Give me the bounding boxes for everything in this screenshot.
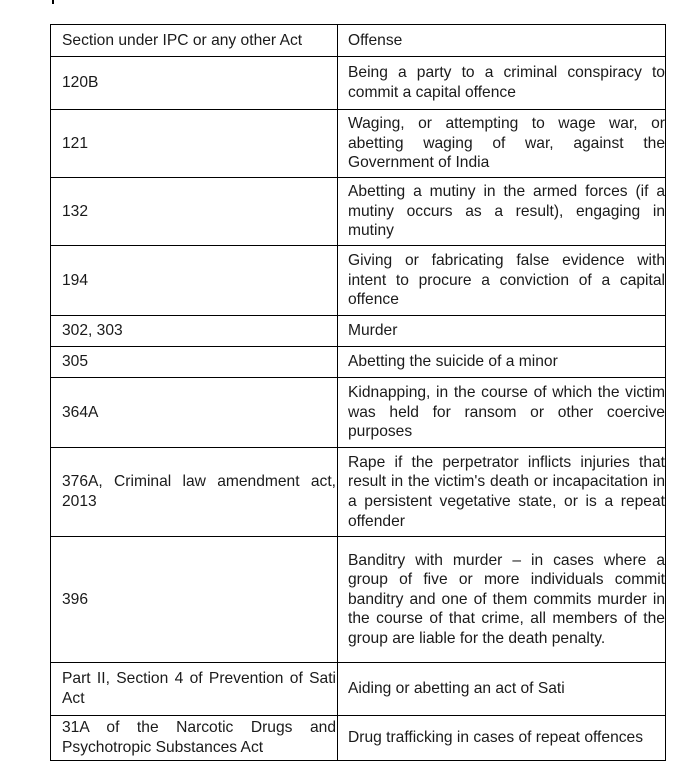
table-row: [51, 178, 666, 246]
offense-cell: Being a party to a criminal conspiracy to commit a capital offence: [338, 57, 666, 110]
offense-cell: Banditry with murder – in cases where a group of five or more individuals commit banditry and one of them commits murder in the course of that crime, all members of the group are liable for the death penalty.: [338, 537, 666, 663]
table-row: [51, 716, 666, 761]
section-cell: 305: [51, 347, 338, 378]
offense-cell: Rape if the perpetrator inflicts injuries that result in the victim's death or incapacitation in a persistent vegetative state, or is a repeat offender: [338, 448, 666, 537]
offense-cell: Abetting the suicide of a minor: [338, 347, 666, 378]
table-row: [51, 448, 666, 537]
section-cell: 396: [51, 537, 338, 663]
section-cell: 31A of the Narcotic Drugs and Psychotropic Substances Act: [51, 716, 338, 761]
table-row: [51, 347, 666, 378]
offense-cell: Giving or fabricating false evidence with intent to procure a conviction of a capital offence: [338, 246, 666, 316]
table-row: [51, 246, 666, 316]
offense-cell: Abetting a mutiny in the armed forces (if a mutiny occurs as a result), engaging in mutiny: [338, 178, 666, 246]
table-header-row: [51, 25, 666, 57]
section-cell: 132: [51, 178, 338, 246]
offense-cell: Murder: [338, 316, 666, 347]
offense-cell: Kidnapping, in the course of which the victim was held for ransom or other coercive purposes: [338, 378, 666, 448]
offense-cell: Drug trafficking in cases of repeat offences: [338, 716, 666, 761]
offense-cell: Waging, or attempting to wage war, or abetting waging of war, against the Government of India: [338, 110, 666, 178]
table-row: [51, 537, 666, 663]
header-offense: Offense: [338, 25, 666, 57]
section-cell: 194: [51, 246, 338, 316]
page-edge-mark: [52, 0, 54, 4]
section-cell: 120B: [51, 57, 338, 110]
section-cell: 376A, Criminal law amendment act, 2013: [51, 448, 338, 537]
capital-offences-table: [50, 24, 666, 761]
table-row: [51, 378, 666, 448]
table-row: [51, 316, 666, 347]
section-cell: Part II, Section 4 of Prevention of Sati Act: [51, 663, 338, 716]
offense-cell: Aiding or abetting an act of Sati: [338, 663, 666, 716]
section-cell: 302, 303: [51, 316, 338, 347]
section-cell: 121: [51, 110, 338, 178]
header-section: Section under IPC or any other Act: [51, 25, 338, 57]
table-row: [51, 57, 666, 110]
section-cell: 364A: [51, 378, 338, 448]
table-row: [51, 110, 666, 178]
table-row: [51, 663, 666, 716]
